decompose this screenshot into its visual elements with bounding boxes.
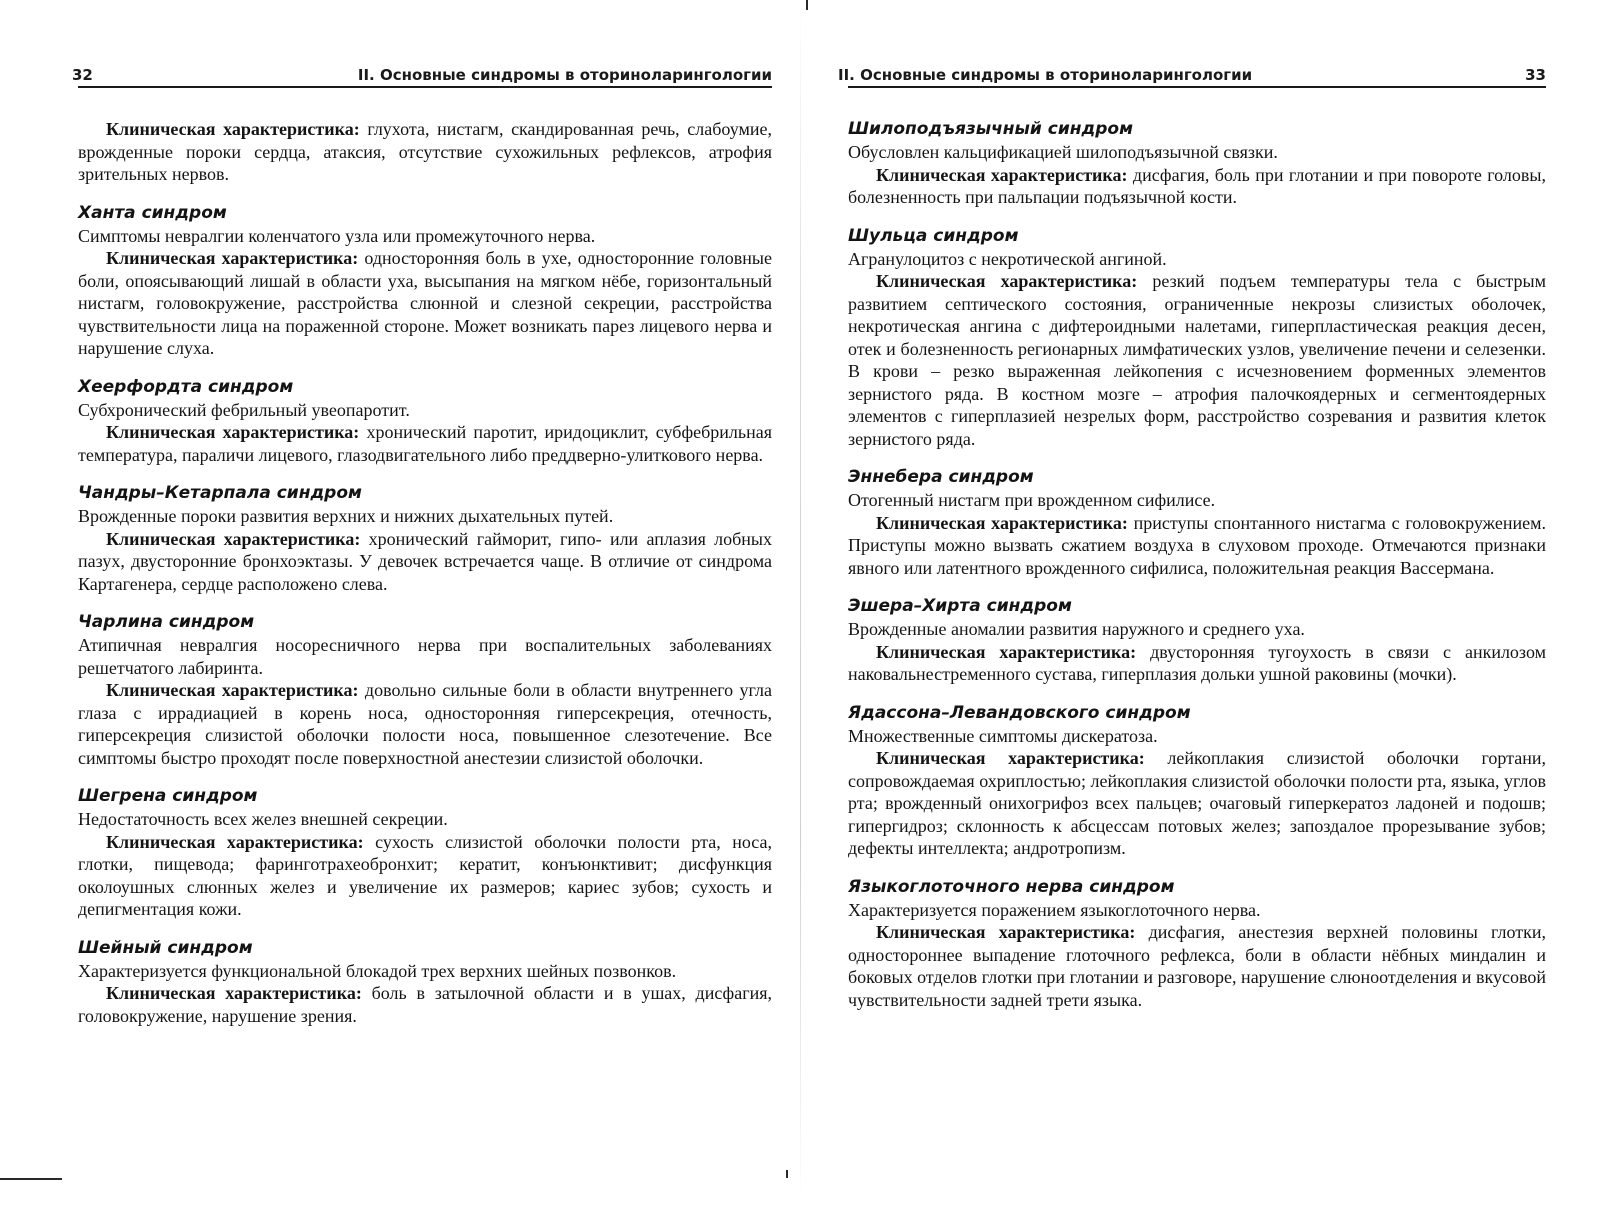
clinical-label: Клиническая характеристика:	[876, 748, 1145, 768]
syndrome-entry	[78, 482, 772, 595]
clinical-label: Клиническая характеристика:	[876, 271, 1138, 291]
syndrome-entry	[848, 595, 1546, 686]
clinical-text: сухость слизистой оболочки полости рта, носа, глотки, пищевода; фаринготрахеобронхит; кератит, конъюнктивит; дисфункция околоушных слюнных желез и увеличение их размеров; кариес зубов; сухость и депигментация кожи.	[78, 831, 772, 919]
running-head-title: II. Основные синдромы в оториноларингологии	[357, 66, 772, 84]
clinical-paragraph	[78, 982, 772, 1027]
clinical-paragraph	[848, 641, 1546, 686]
clinical-paragraph	[848, 747, 1546, 860]
syndrome-description: Множественные симптомы дискератоза.	[848, 725, 1158, 746]
page-number: 33	[1525, 66, 1546, 84]
clinical-label: Клиническая характеристика:	[106, 831, 364, 852]
syndrome-description: Характеризуется функциональной блокадой трех верхних шейных позвонков.	[78, 960, 677, 981]
clinical-label: Клиническая характеристика:	[876, 922, 1136, 942]
scan-edge-mark	[786, 1170, 788, 1178]
clinical-paragraph	[78, 831, 772, 921]
clinical-text: резкий подъем температуры тела с быстрым развитием септического состояния, ограниченные некрозы слизистых оболочек, некротическая ангина с дифтероидными налетами, гиперпластическая реакция десен, отек и болезненность регионарных лимфатических узлов, увеличение печени и селезенки. В крови – резко выраженная лейкопения с исчезновением форменных элементов зернистого ряда. В костном мозге – атрофия палочкоядерных и сегментоядерных элементов с гиперплазией незрелых форм, расстройство созревания и развития клеток зернистого ряда.	[848, 271, 1546, 449]
scan-edge-mark	[806, 0, 808, 10]
clinical-text: лейкоплакия слизистой оболочки гортани, сопровождаемая охриплостью; лейкоплакия слизистой оболочки полости рта, языка, углов рта; врожденный онихогрифоз всех пальцев; очаговый гиперкератоз ладоней и подошв; гипергидроз; склонность к абсцессам потовых желез; запоздалое прорезывание зубов; дефекты интеллекта; андротропизм.	[848, 748, 1547, 858]
syndrome-title: Ханта синдром	[78, 202, 227, 223]
syndrome-entry	[78, 937, 772, 1028]
running-head-title: II. Основные синдромы в оториноларингологии	[838, 66, 1253, 84]
syndrome-title: Эшера–Хирта синдром	[848, 596, 1072, 616]
clinical-text: хронический паротит, иридоциклит, субфебрильная температура, параличи лицевого, глазодвигательного либо преддверно-улиткового нерва.	[78, 422, 772, 465]
syndrome-entry	[78, 202, 772, 360]
syndrome-description: Отогенный нистагм при врожденном сифилисе.	[848, 490, 1216, 510]
clinical-text: глухота, нистагм, скандированная речь, слабоумие, врожденные пороки сердца, атаксия, отсутствие сухожильных рефлексов, атрофия зрительных нервов.	[78, 119, 772, 184]
syndrome-title: Эннебера синдром	[848, 467, 1034, 487]
clinical-label: Клиническая характеристика:	[106, 680, 359, 700]
clinical-paragraph	[78, 421, 772, 466]
running-head	[838, 62, 1546, 88]
syndrome-title: Шегрена синдром	[78, 786, 258, 806]
syndrome-description: Обусловлен кальцификацией шилоподъязычной связки.	[848, 142, 1278, 162]
running-head	[72, 62, 772, 88]
syndrome-description: Характеризуется поражением языкоглоточного нерва.	[848, 899, 1261, 920]
syndrome-entry	[78, 785, 772, 921]
clinical-text: приступы спонтанного нистагма с головокружением. Приступы можно вызвать сжатием воздуха в слуховом проходе. Отмечаются признаки явного или латентного врожденного сифилиса, положительная реакция Вассермана.	[848, 512, 1546, 578]
syndrome-title: Чандры–Кетарпала синдром	[78, 483, 362, 503]
syndrome-title: Шейный синдром	[78, 937, 253, 958]
syndrome-title: Языкоглоточного нерва синдром	[848, 876, 1175, 897]
clinical-label: Клиническая характеристика:	[106, 983, 362, 1003]
syndrome-title: Хеерфордта синдром	[78, 376, 294, 397]
syndrome-entry	[848, 702, 1546, 860]
clinical-paragraph	[78, 528, 772, 596]
clinical-paragraph	[78, 679, 772, 769]
syndrome-description: Атипичная невралгия носоресничного нерва при воспалительных заболеваниях решетчатого лабиринта.	[78, 635, 772, 678]
syndrome-entry	[848, 876, 1546, 1012]
clinical-text: односторонняя боль в ухе, односторонние головные боли, опоясывающий лишай в области уха, высыпания на мягком нёбе, горизонтальный нистагм, головокружение, расстройства слюнной и слезной секреции, расстройства чувствительности лица на пораженной стороне. Может возникать парез лицевого нерва и нарушение слуха.	[78, 248, 773, 358]
syndrome-description: Симптомы невралгии коленчатого узла или промежуточного нерва.	[78, 225, 596, 246]
clinical-paragraph	[848, 164, 1546, 209]
left-page	[72, 0, 773, 1206]
clinical-text: довольно сильные боли в области внутреннего угла глаза с иррадиацией в корень носа, односторонняя гиперсекреция, отечность, гиперсекреция слизистой оболочки полости носа, повышенное слезотечение. Все симптомы быстро проходят после поверхностной анестезии слизистой оболочки.	[78, 680, 772, 768]
clinical-label: Клиническая характеристика:	[106, 119, 360, 139]
clinical-paragraph	[848, 512, 1546, 580]
syndrome-title: Шилоподъязычный синдром	[848, 119, 1133, 139]
syndrome-entry	[848, 225, 1546, 451]
syndrome-description: Агранулоцитоз с некротической ангиной.	[848, 248, 1167, 269]
syndrome-entry	[848, 118, 1546, 209]
clinical-label: Клиническая характеристика:	[106, 422, 360, 442]
clinical-label: Клиническая характеристика:	[876, 641, 1137, 662]
syndrome-entry	[78, 611, 772, 769]
book-gutter	[800, 0, 801, 1206]
syndrome-title: Ядассона–Левандовского синдром	[848, 702, 1191, 723]
syndrome-title: Чарлина синдром	[78, 612, 255, 632]
page-body	[78, 118, 772, 1027]
intro-paragraph	[78, 118, 772, 186]
syndrome-title: Шульца синдром	[848, 225, 1019, 246]
syndrome-entry	[78, 376, 772, 467]
syndrome-description: Недостаточность всех желез внешней секреции.	[78, 809, 448, 829]
clinical-label: Клиническая характеристика:	[106, 248, 359, 268]
clinical-text: двусторонняя тугоухость в связи с анкилозом наковальнестременного сустава, гиперплазия дольки ушной раковины (мочки).	[848, 641, 1546, 684]
clinical-label: Клиническая характеристика:	[876, 512, 1128, 533]
clinical-text: дисфагия, боль при глотании и при повороте головы, болезненность при пальпации подъязычной кости.	[848, 164, 1547, 207]
syndrome-description: Врожденные пороки развития верхних и нижних дыхательных путей.	[78, 506, 614, 526]
syndrome-entry	[848, 466, 1546, 579]
page-body	[848, 118, 1546, 1011]
clinical-paragraph	[848, 921, 1546, 1011]
clinical-label: Клиническая характеристика:	[876, 164, 1128, 185]
clinical-label: Клиническая характеристика:	[106, 528, 361, 549]
clinical-text: боль в затылочной области и в ушах, дисфагия, головокружение, нарушение зрения.	[78, 983, 772, 1026]
syndrome-description: Субхронический фебрильный увеопаротит.	[78, 399, 410, 420]
clinical-text: хронический гайморит, гипо- или аплазия лобных пазух, двусторонние бронхоэктазы. У девочек встречается чаще. В отличие от синдрома Картагенера, сердце расположено слева.	[78, 528, 772, 594]
clinical-text: дисфагия, анестезия верхней половины глотки, одностороннее выпадение глоточного рефлекса, боли в области нёбных миндалин и боковых отделов глотки при глотании и разговоре, нарушение слюноотделения и вкусовой чувствительности задней трети языка.	[848, 922, 1546, 1010]
clinical-paragraph	[78, 247, 772, 360]
scan-edge-mark	[0, 1178, 62, 1180]
clinical-paragraph	[848, 270, 1546, 450]
page-number: 32	[72, 66, 93, 84]
syndrome-description: Врожденные аномалии развития наружного и среднего уха.	[848, 619, 1305, 639]
right-page	[838, 0, 1547, 1206]
